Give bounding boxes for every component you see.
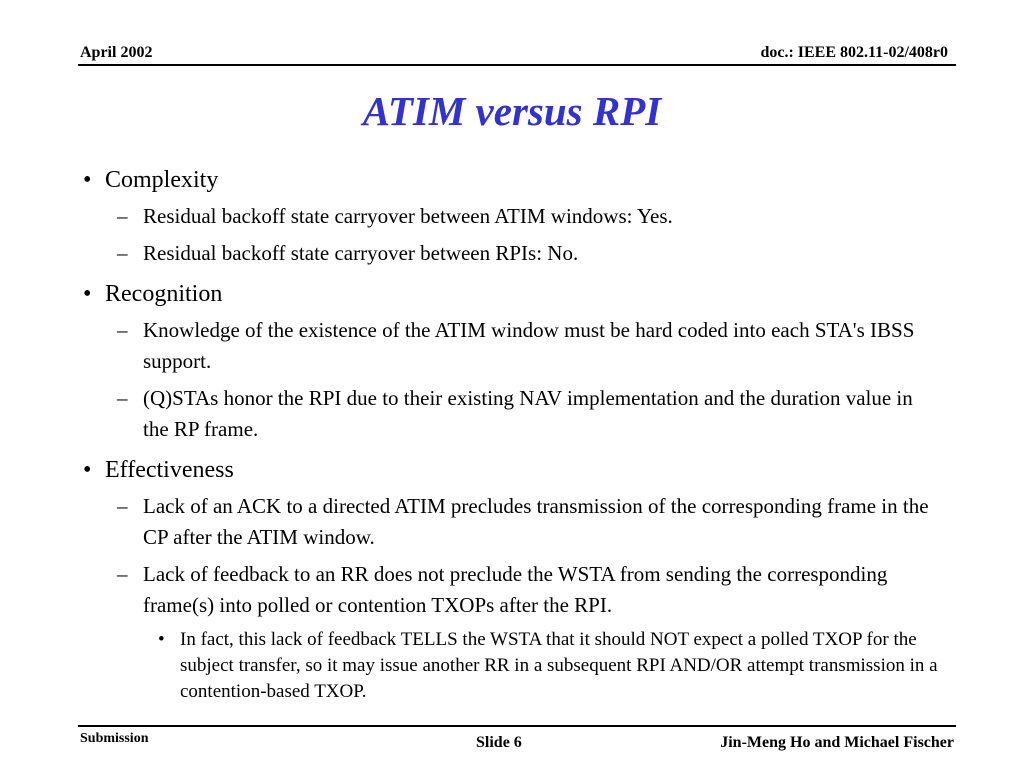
- list-item: [80, 491, 940, 553]
- item-text: In fact, this lack of feedback TELLS the WSTA that it should NOT expect a polled TXOP for the subject transfer, so it may issue another RR in a subsequent RPI AND/OR attempt transmission in a contention-based TXOP.: [180, 629, 938, 702]
- footer-rule: [78, 725, 956, 727]
- section-heading: Effectiveness: [105, 457, 234, 483]
- footer-submission: Submission: [80, 731, 149, 746]
- sub-list-item: [80, 627, 950, 705]
- list-item: [80, 238, 940, 269]
- section-recognition: [80, 279, 940, 309]
- list-item: [80, 201, 940, 232]
- dash-marker: –: [117, 562, 128, 586]
- list-item: [80, 315, 940, 377]
- bullet-marker: •: [83, 457, 92, 483]
- item-text: (Q)STAs honor the RPI due to their existing NAV implementation and the duration value in the RP frame.: [143, 386, 913, 441]
- header-rule: [78, 64, 956, 66]
- item-text: Knowledge of the existence of the ATIM window must be hard coded into each STA's IBSS support.: [143, 318, 915, 373]
- footer-slide-number: Slide 6: [476, 734, 522, 751]
- item-text: Residual backoff state carryover between ATIM windows: Yes.: [143, 204, 673, 228]
- bullet-marker: •: [158, 629, 165, 650]
- item-text: Lack of an ACK to a directed ATIM precludes transmission of the corresponding frame in the CP after the ATIM window.: [143, 494, 929, 549]
- dash-marker: –: [117, 241, 128, 265]
- section-heading: Complexity: [105, 167, 219, 193]
- header-doc-id: doc.: IEEE 802.11-02/408r0: [760, 44, 948, 61]
- list-item: [80, 559, 940, 621]
- list-item: [80, 383, 940, 445]
- dash-marker: –: [117, 318, 128, 342]
- section-complexity: [80, 165, 940, 195]
- slide-content: [80, 165, 940, 705]
- bullet-marker: •: [83, 281, 92, 307]
- section-effectiveness: [80, 455, 940, 485]
- header-date: April 2002: [80, 44, 153, 61]
- slide-title: ATIM versus RPI: [362, 88, 662, 134]
- dash-marker: –: [117, 204, 128, 228]
- footer-authors: Jin-Meng Ho and Michael Fischer: [720, 734, 954, 751]
- item-text: Residual backoff state carryover between RPIs: No.: [143, 241, 579, 265]
- section-heading: Recognition: [105, 281, 223, 307]
- dash-marker: –: [117, 494, 128, 518]
- item-text: Lack of feedback to an RR does not preclude the WSTA from sending the corresponding frame(s) into polled or contention TXOPs after the RPI.: [143, 562, 888, 617]
- bullet-marker: •: [83, 167, 92, 193]
- dash-marker: –: [117, 386, 128, 410]
